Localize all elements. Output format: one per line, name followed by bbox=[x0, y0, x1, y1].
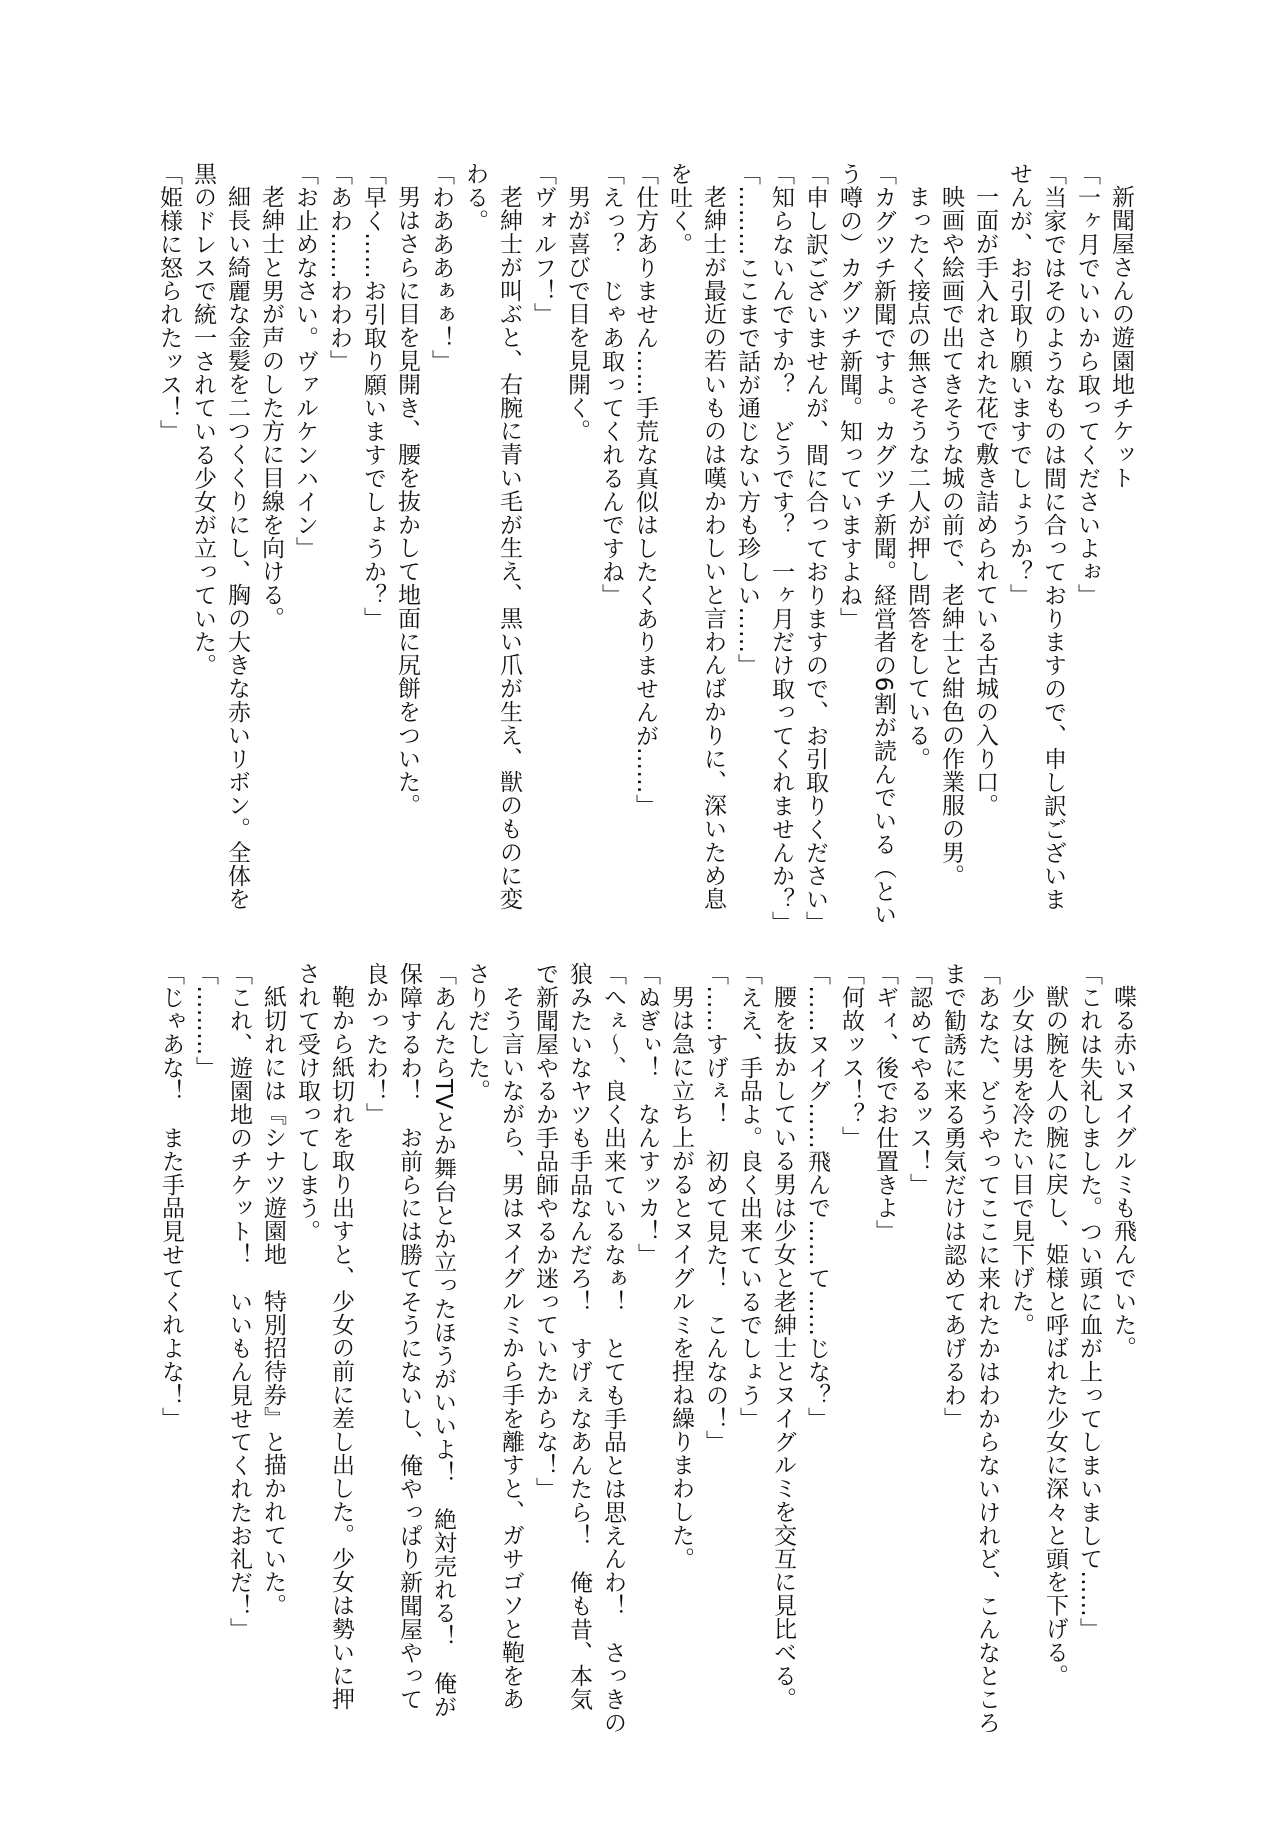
text-line: 「………」 bbox=[192, 962, 218, 1079]
text-line: 男が喜びで目を見開く。 bbox=[564, 185, 590, 443]
text-line: わる。 bbox=[462, 162, 488, 233]
text-line: そう言いながら、男はヌイグルミから手を離すと、ガサゴソと鞄をあ bbox=[498, 985, 524, 1711]
text-line: 「知らないんですか？ どうです？ 一ヶ月だけ取ってくれませんか？」 bbox=[768, 162, 794, 935]
text-line: 「何故ッス！？」 bbox=[838, 962, 864, 1150]
text-line: されて受け取ってしまう。 bbox=[294, 962, 320, 1243]
text-line: 細長い綺麗な金髪を二つくくりにし、胸の大きな赤いリボン。全体を bbox=[224, 185, 250, 911]
text-line: で新聞屋やるか手品師やるか迷っていたからな！」 bbox=[532, 962, 558, 1501]
text-line: 「早く……お引取り願いますでしょうか？」 bbox=[360, 162, 386, 630]
text-line: まったく接点の無さそうな二人が押し問答をしている。 bbox=[904, 185, 930, 770]
text-line: 「えっ？ じゃあ取ってくれるんですね」 bbox=[598, 162, 624, 607]
text-line: 「これ、遊園地のチケット！ いいもん見せてくれたお礼だ！」 bbox=[226, 962, 252, 1641]
text-line: せんが、お引取り願いますでしょうか？」 bbox=[1006, 162, 1032, 607]
story-title: 新聞屋さんの遊園地チケット bbox=[1108, 185, 1134, 490]
text-line: 黒のドレスで統一されている少女が立っていた。 bbox=[190, 162, 216, 677]
text-line: 老紳士が叫ぶと、右腕に青い毛が生え、黒い爪が生え、獣のものに変 bbox=[496, 185, 522, 911]
text-line: 良かったわ！」 bbox=[362, 962, 388, 1126]
text-line: 「カグツチ新聞ですよ。カグツチ新聞。経営者の6割が読んでいる（とい bbox=[870, 162, 896, 926]
text-line: さりだした。 bbox=[464, 962, 490, 1103]
text-line: 少女は男を冷たい目で見下げた。 bbox=[1008, 985, 1034, 1336]
text-line: 獣の腕を人の腕に戻し、姫様と呼ばれた少女に深々と頭を下げる。 bbox=[1042, 985, 1068, 1687]
text-line: 一面が手入れされた花で敷き詰められている古城の入り口。 bbox=[972, 185, 998, 817]
text-line: 「お止めなさい。ヴァルケンハイン」 bbox=[292, 162, 318, 560]
text-line: 「わあああぁぁ！」 bbox=[428, 162, 454, 373]
text-line: 鞄から紙切れを取り出すと、少女の前に差し出した。少女は勢いに押 bbox=[328, 985, 354, 1711]
text-line: 「……すげぇ！ 初めて見た！ こんなの！」 bbox=[702, 962, 728, 1454]
text-line: 老紳士が最近の若いものは嘆かわしいと言わんばかりに、深いため息 bbox=[700, 185, 726, 911]
text-line: 映画や絵画で出てきそうな城の前で、老紳士と紺色の作業服の男。 bbox=[938, 185, 964, 887]
text-line: 男はさらに目を見開き、腰を抜かして地面に尻餅をついた。 bbox=[394, 185, 420, 817]
text-line: 「ええ、手品よ。良く出来ているでしょう」 bbox=[736, 962, 762, 1430]
text-block-top bbox=[152, 162, 1138, 935]
text-line: 「仕方ありません……手荒な真似はしたくありませんが……」 bbox=[632, 162, 658, 818]
text-line: 保障するわ！ お前らには勝てそうにないし、俺やっぱり新聞屋やって bbox=[396, 962, 422, 1711]
text-line: 「姫様に怒られたッス！」 bbox=[156, 162, 182, 443]
text-line: 紙切れには『シナツ遊園地 特別招待券』と描かれていた。 bbox=[260, 985, 286, 1617]
text-block-bottom bbox=[154, 962, 1140, 1735]
text-line: 男は急に立ち上がるとヌイグルミを捏ね繰りまわした。 bbox=[668, 985, 694, 1570]
text-line: 「……ヌイグ……飛んで……て……じな？」 bbox=[804, 962, 830, 1430]
text-line: 「あなた、どうやってここに来れたかはわからないけれど、こんなところ bbox=[974, 962, 1000, 1735]
text-line: 「申し訳ございませんが、間に合っておりますので、お引取りください」 bbox=[802, 162, 828, 935]
text-line: 「じゃあな！ また手品見せてくれよな！」 bbox=[158, 962, 184, 1430]
text-line: 老紳士と男が声のした方に目線を向ける。 bbox=[258, 185, 284, 630]
text-line: を吐く。 bbox=[666, 162, 692, 256]
text-line: 喋る赤いヌイグルミも飛んでいた。 bbox=[1110, 985, 1136, 1360]
text-line: 腰を抜かしている男は少女と老紳士とヌイグルミを交互に見比べる。 bbox=[770, 985, 796, 1711]
text-line: 「ヴォルフ！」 bbox=[530, 162, 556, 326]
text-line: 「あわ……わわわ」 bbox=[326, 162, 352, 373]
text-line: 「当家ではそのようなものは間に合っておりますので、申し訳ございま bbox=[1040, 162, 1066, 911]
text-line: まで勧誘に来る勇気だけは認めてあげるわ」 bbox=[940, 962, 966, 1430]
text-line: 「ぬぎぃ！ なんすッカ！」 bbox=[634, 962, 660, 1267]
text-line: 「ギィ、後でお仕置きよ」 bbox=[872, 962, 898, 1243]
text-line: 「へぇ～、良く出来ているなぁ！ とても手品とは思えんわ！ さっきの bbox=[600, 962, 626, 1735]
text-line: 狼みたいなヤツも手品なんだろ！ すげぇなあんたら！ 俺も昔、本気 bbox=[566, 962, 592, 1711]
text-line: 「これは失礼しました。つい頭に血が上ってしまいまして……」 bbox=[1076, 962, 1102, 1641]
text-line: う噂の）カグツチ新聞。知っていますよね」 bbox=[836, 162, 862, 630]
text-line: 「あんたらTVとか舞台とか立ったほうがいいよ！ 絶対売れる！ 俺が bbox=[430, 962, 456, 1718]
text-line: 「一ヶ月でいいから取ってくださいよぉ」 bbox=[1074, 162, 1100, 607]
text-line: 「………ここまで話が通じない方も珍しい……」 bbox=[734, 162, 760, 677]
text-line: 「認めてやるッス！」 bbox=[906, 962, 932, 1196]
